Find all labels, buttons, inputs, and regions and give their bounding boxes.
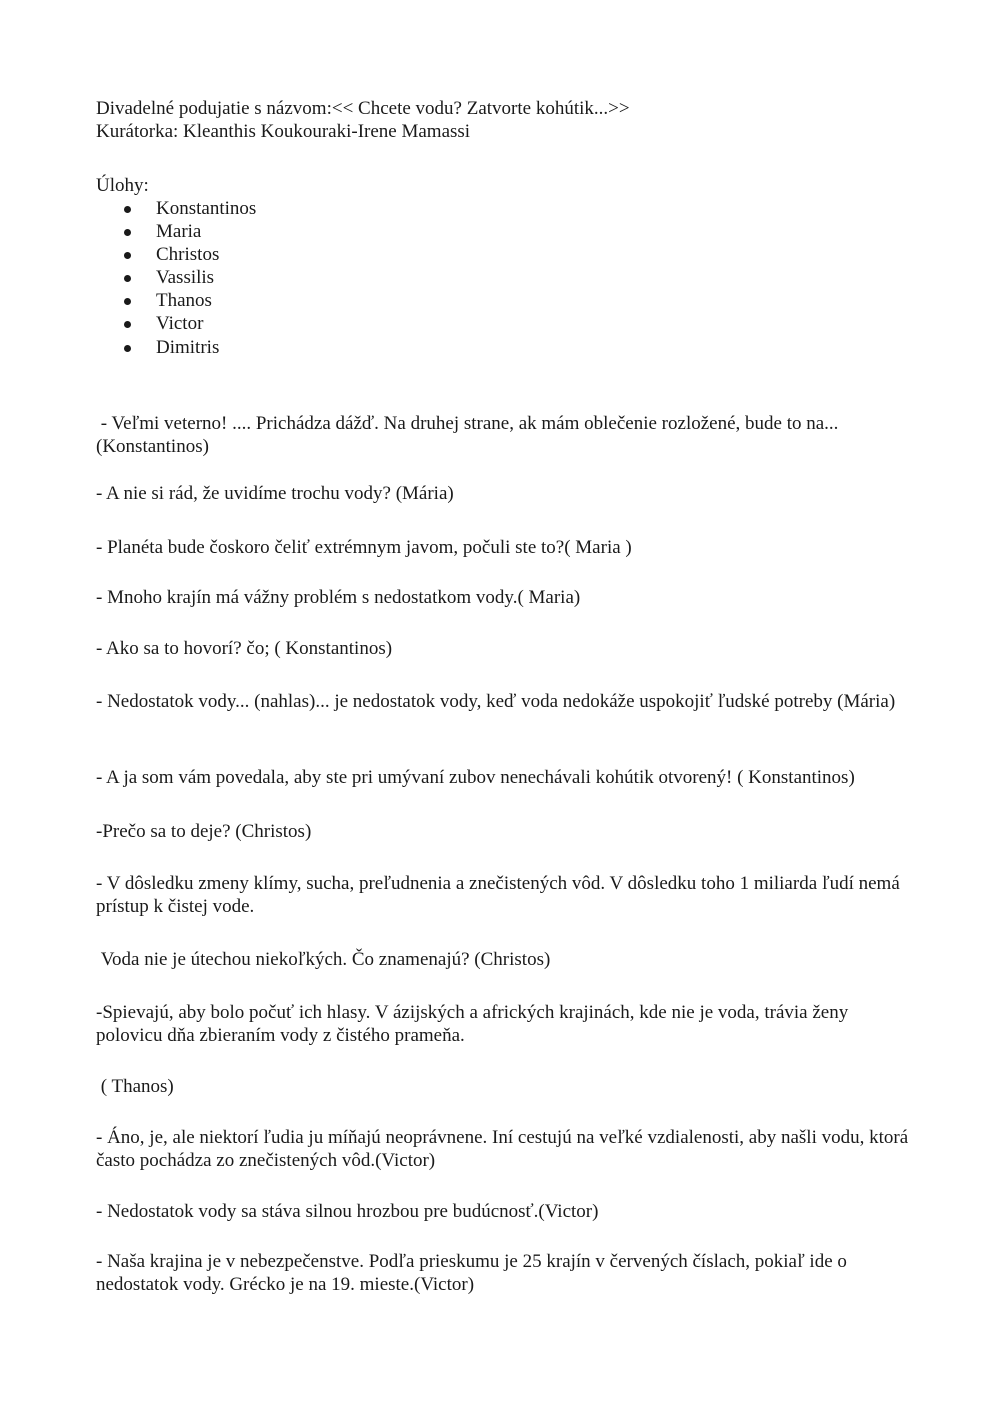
dialogue-line: - V dôsledku zmeny klímy, sucha, preľudnenia a znečistených vôd. V dôsledku toho 1 miliarda ľudí nemá prístup k čistej vode.	[96, 873, 900, 917]
role-name: Dimitris	[156, 337, 220, 358]
event-title: Divadelné podujatie s názvom:<< Chcete vodu? Zatvorte kohútik...>>	[96, 98, 630, 119]
dialogue-line: -Spievajú, aby bolo počuť ich hlasy. V ázijských a afrických krajinách, kde nie je voda, trávia ženy polovicu dňa zbieraním vody z čistého prameňa.	[96, 1002, 849, 1046]
curator-line: Kurátorka: Kleanthis Koukouraki-Irene Mamassi	[96, 121, 471, 142]
role-name: Victor	[156, 313, 204, 334]
bullet-icon	[124, 345, 131, 352]
bullet-icon	[124, 298, 131, 305]
roles-heading: Úlohy:	[96, 175, 149, 196]
bullet-icon	[124, 252, 131, 259]
role-name: Konstantinos	[156, 198, 257, 219]
role-name: Maria	[156, 221, 202, 242]
dialogue-line: - A nie si rád, že uvidíme trochu vody? (Mária)	[96, 483, 454, 504]
dialogue-line: - Nedostatok vody sa stáva silnou hrozbou pre budúcnosť.(Victor)	[96, 1201, 599, 1222]
dialogue-line: - Veľmi veterno! .... Prichádza dážď. Na druhej strane, ak mám oblečenie rozložené, bude to na... (Konstantinos)	[96, 413, 844, 457]
dialogue-line: - Áno, je, ale niektorí ľudia ju míňajú neoprávnene. Iní cestujú na veľké vzdialenosti, aby našli vodu, ktorá často pochádza zo znečistených vôd.(Victor)	[96, 1127, 909, 1171]
bullet-icon	[124, 229, 131, 236]
dialogue-line: ( Thanos)	[96, 1076, 174, 1097]
dialogue-line: - A ja som vám povedala, aby ste pri umývaní zubov nenechávali kohútik otvorený! ( Konstantinos)	[96, 767, 855, 788]
dialogue-line: -Prečo sa to deje? (Christos)	[96, 821, 312, 842]
role-name: Vassilis	[156, 267, 215, 288]
dialogue-line: - Planéta bude čoskoro čeliť extrémnym javom, počuli ste to?( Maria )	[96, 537, 632, 558]
dialogue-line: - Nedostatok vody... (nahlas)... je nedostatok vody, keď voda nedokáže uspokojiť ľudské potreby (Mária)	[96, 691, 896, 712]
dialogue-line: - Naša krajina je v nebezpečenstve. Podľa prieskumu je 25 krajín v červených číslach, pokiaľ ide o nedostatok vody. Grécko je na 19. mieste.(Victor)	[96, 1251, 847, 1295]
dialogue-line: - Ako sa to hovorí? čo; ( Konstantinos)	[96, 638, 393, 659]
dialogue-line: Voda nie je útechou niekoľkých. Čo znamenajú? (Christos)	[96, 949, 551, 970]
bullet-icon	[124, 275, 131, 282]
role-name: Christos	[156, 244, 220, 265]
bullet-icon	[124, 206, 131, 213]
bullet-icon	[124, 321, 131, 328]
role-name: Thanos	[156, 290, 212, 311]
dialogue-line: - Mnoho krajín má vážny problém s nedostatkom vody.( Maria)	[96, 587, 581, 608]
